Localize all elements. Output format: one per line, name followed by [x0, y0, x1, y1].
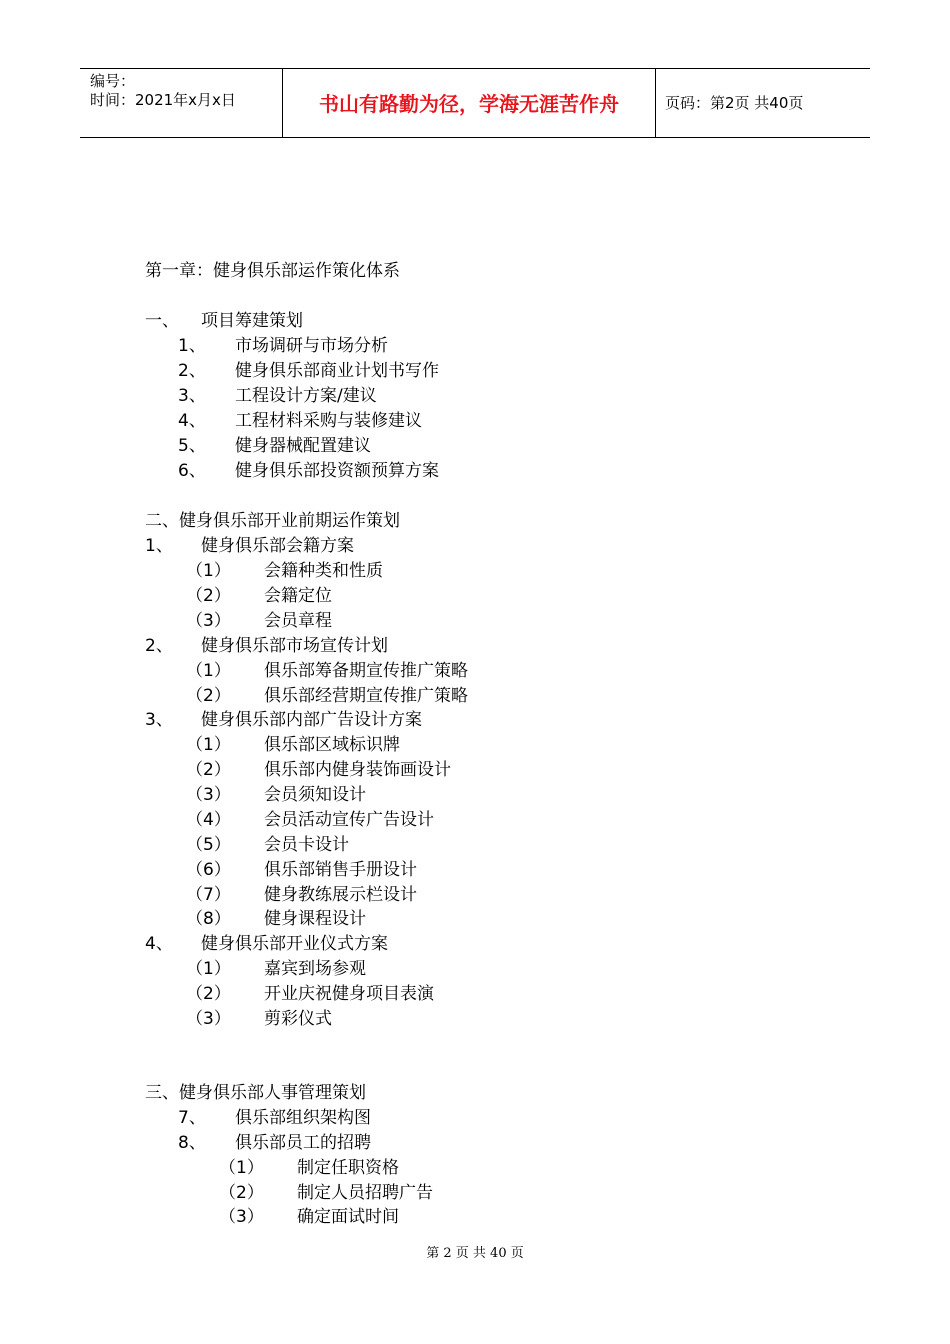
item-text: 健身俱乐部投资额预算方案 [235, 461, 439, 481]
sub-item-number: （1） [219, 1158, 264, 1178]
item-text: 健身俱乐部商业计划书写作 [235, 361, 439, 381]
sub-item-text: 健身教练展示栏设计 [264, 885, 417, 905]
group-title: 健身俱乐部开业仪式方案 [201, 934, 388, 954]
sub-item-text: 开业庆祝健身项目表演 [264, 984, 434, 1004]
sub-item-text: 制定人员招聘广告 [297, 1183, 433, 1203]
group-number: 4、 [145, 934, 173, 954]
sub-item-number: （5） [186, 835, 231, 855]
sub-item-text: 会员须知设计 [264, 785, 366, 805]
sub-item-text: 会籍种类和性质 [264, 561, 383, 581]
sub-item-number: （4） [186, 810, 231, 830]
group-number: 7、 [178, 1108, 206, 1128]
item-text: 工程材料采购与装修建议 [235, 411, 422, 431]
group-title: 健身俱乐部市场宣传计划 [201, 636, 388, 656]
sub-item-text: 制定任职资格 [297, 1158, 399, 1178]
serial-label: 编号： [90, 72, 136, 90]
sub-item-number: （2） [186, 586, 231, 606]
sub-item-text: 俱乐部内健身装饰画设计 [264, 760, 451, 780]
sub-item-text: 剪彩仪式 [264, 1009, 332, 1029]
item-number: 2、 [178, 361, 206, 381]
sub-item-text: 嘉宾到场参观 [264, 959, 366, 979]
section-2-heading: 二、健身俱乐部开业前期运作策划 [145, 511, 400, 531]
item-number: 3、 [178, 386, 206, 406]
sub-item-text: 会员章程 [264, 611, 332, 631]
sub-item-text: 确定面试时间 [297, 1207, 399, 1227]
item-number: 1、 [178, 336, 206, 356]
group-title: 俱乐部员工的招聘 [235, 1133, 371, 1153]
sub-item-number: （2） [186, 760, 231, 780]
sub-item-number: （6） [186, 860, 231, 880]
group-number: 1、 [145, 536, 173, 556]
sub-item-number: （1） [186, 561, 231, 581]
page-header [80, 68, 870, 138]
sub-item-number: （7） [186, 885, 231, 905]
sub-item-number: （1） [186, 959, 231, 979]
page-footer: 第 2 页 共 40 页 [426, 1246, 524, 1261]
group-number: 8、 [178, 1133, 206, 1153]
header-middle-cell [282, 69, 656, 137]
sub-item-text: 俱乐部区域标识牌 [264, 735, 400, 755]
sub-item-number: （3） [186, 611, 231, 631]
section-title: 项目筹建策划 [201, 311, 303, 331]
chapter-title: 第一章：健身俱乐部运作策化体系 [145, 261, 400, 281]
item-text: 健身器械配置建议 [235, 436, 371, 456]
group-title: 俱乐部组织架构图 [235, 1108, 371, 1128]
page-info: 页码：第2页 共40页 [665, 94, 804, 112]
sub-item-text: 会员卡设计 [264, 835, 349, 855]
sub-item-text: 会员活动宣传广告设计 [264, 810, 434, 830]
sub-item-number: （1） [186, 661, 231, 681]
section-number: 一、 [145, 311, 179, 331]
sub-item-text: 俱乐部筹备期宣传推广策略 [264, 661, 468, 681]
item-text: 市场调研与市场分析 [235, 336, 388, 356]
item-text: 工程设计方案/建议 [235, 386, 377, 406]
group-title: 健身俱乐部内部广告设计方案 [201, 710, 422, 730]
item-number: 5、 [178, 436, 206, 456]
group-number: 3、 [145, 710, 173, 730]
sub-item-number: （2） [219, 1183, 264, 1203]
sub-item-number: （8） [186, 909, 231, 929]
sub-item-number: （2） [186, 984, 231, 1004]
header-left-cell [80, 69, 282, 137]
section-3-heading: 三、健身俱乐部人事管理策划 [145, 1083, 366, 1103]
sub-item-text: 俱乐部销售手册设计 [264, 860, 417, 880]
time-label: 时间：2021年x月x日 [90, 91, 236, 109]
sub-item-number: （3） [186, 785, 231, 805]
motto: 书山有路勤为径，学海无涯苦作舟 [319, 92, 619, 116]
sub-item-text: 会籍定位 [264, 586, 332, 606]
group-number: 2、 [145, 636, 173, 656]
header-right-cell [655, 69, 870, 137]
sub-item-number: （2） [186, 686, 231, 706]
item-number: 4、 [178, 411, 206, 431]
group-title: 健身俱乐部会籍方案 [201, 536, 354, 556]
item-number: 6、 [178, 461, 206, 481]
sub-item-number: （1） [186, 735, 231, 755]
sub-item-text: 健身课程设计 [264, 909, 366, 929]
sub-item-number: （3） [186, 1009, 231, 1029]
sub-item-text: 俱乐部经营期宣传推广策略 [264, 686, 468, 706]
sub-item-number: （3） [219, 1207, 264, 1227]
